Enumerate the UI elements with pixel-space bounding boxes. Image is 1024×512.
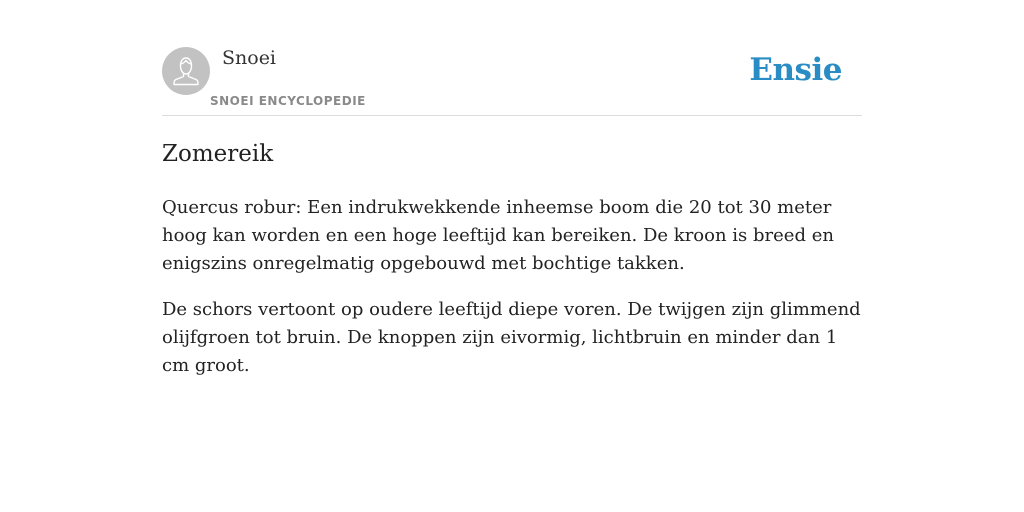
brand-logo[interactable]: Ensie <box>749 52 842 88</box>
article-paragraph: Quercus robur: Een indrukwekkende inheemse boom die 20 tot 30 meter hoog kan worden en een hoge leeftijd kan bereiken. De kroon is breed en enigszins onregelmatig opgebouwd met bochtige takken. <box>162 197 834 274</box>
article <box>162 136 862 398</box>
article-paragraph: De schors vertoont op oudere leeftijd diepe voren. De twijgen zijn glimmend olijfgroen tot bruin. De knoppen zijn eivormig, lichtbruin en minder dan 1 cm groot. <box>162 299 861 376</box>
page-header <box>162 0 862 116</box>
article-title: Zomereik <box>162 141 274 167</box>
avatar[interactable] <box>162 47 210 95</box>
author-name[interactable]: Snoei <box>222 47 277 69</box>
user-silhouette-icon <box>162 47 210 95</box>
source-label[interactable]: SNOEI ENCYCLOPEDIE <box>210 94 366 108</box>
